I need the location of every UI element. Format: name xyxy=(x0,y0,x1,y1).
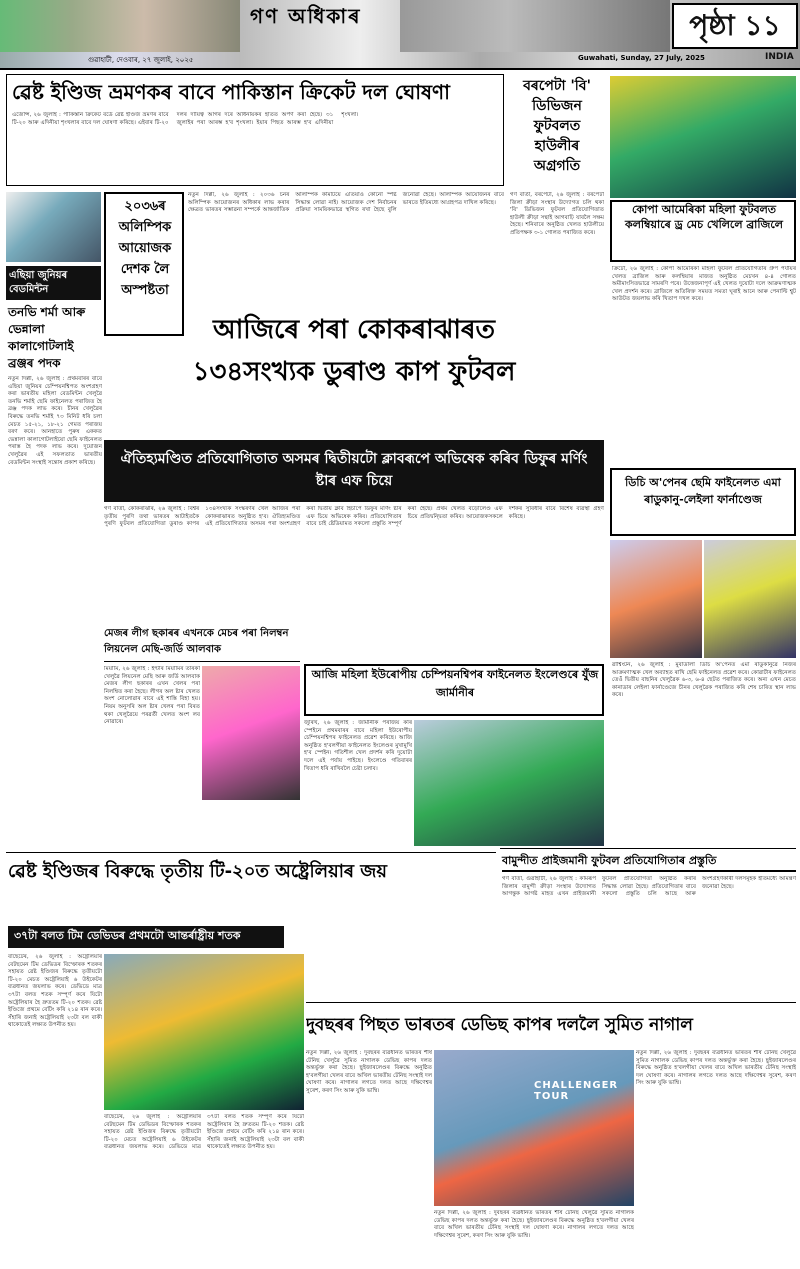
fernandez-photo xyxy=(704,540,796,658)
fernandez-headline: ডিচি অ'পেনৰ ছেমি ফাইনেলত এমা ৰাডুকানু-লেইলা ফাৰ্নাণ্ডেজ xyxy=(610,468,796,536)
masthead-rule xyxy=(0,68,800,70)
kokrajhar-line1: আজিৰে পৰা কোকৰাঝাৰত xyxy=(212,315,496,345)
australia-body-cont xyxy=(104,1114,304,1266)
germany-headline: আজি মহিলা ইউৰোপীয় চেম্পিয়নশ্বিপৰ ফাইনেলত ইংলেণ্ডৰে যুঁজ জাৰ্মানীৰ xyxy=(311,668,599,699)
brazil-photo xyxy=(610,76,796,198)
edition-tag: INDIA xyxy=(765,52,794,62)
nagal-photo xyxy=(434,1050,634,1206)
australia-headline: ৱেষ্ট ইণ্ডিজৰ বিৰুদ্ধে তৃতীয় টি-২০ত অষ্ট্ৰেলিয়াৰ জয় xyxy=(8,861,388,882)
masthead-photo-left xyxy=(0,0,240,52)
bamunsi-body: গণ বাৰ্তা, গুৱাহাটী, ২৬ জুলাই : কামৰূপ জিলাৰ বামুন্দী ক্ৰীড়া সংস্থাৰ উদ্যোগত আগন্তুক আগষ্ট মাহত এখন প্ৰাইজমানী ফুটবল প্ৰতিযোগিতা অনুষ্ঠিত কৰাৰ সিদ্ধান্ত লোৱা হৈছে। প্ৰতিযোগিতাৰ বাবে সকলো প্ৰস্তুতি চলি আছে আৰু অংশগ্ৰহণকাৰী দলসমূহক ইতিমধ্যে আমন্ত্ৰণ জনোৱা হৈছে। xyxy=(502,876,796,898)
sumit-headline: দুবছৰৰ পিছত ভাৰতৰ ডেভিছ কাপৰ দললৈ সুমিত নাগাল xyxy=(306,1015,693,1035)
assam-body: গণ বাৰ্তা, কোকৰাঝাৰ, ২৬ জুলাই : বিশ্বৰ তৃতীয় পুৰণি তথা ভাৰতৰ আটাইতকৈ পুৰণি ফুটবল প্ৰতিযোগিতা ডুৰাণ্ড কাপৰ ১৩৪সংখ্যক সংস্কৰণৰ খেল আজিৰ পৰা কোকৰাঝাৰত অনুষ্ঠিত হ'ব। ঐতিহ্যমণ্ডিত এই প্ৰতিযোগিতাত অসমৰ পৰা অংশগ্ৰহণ কৰা দ্বিতীয় ক্লাব হিচাপে ডিফুৰ মৰ্ণিং ষ্টাৰ এফ চিয়ে অভিষেক কৰিব। প্ৰতিযোগিতাৰ বাবে চাই ষ্টেডিয়ামত সকলো প্ৰস্তুতি সম্পূৰ্ণ কৰা হৈছে। প্ৰথম খেলত বড়োলেণ্ড এফ চিয়ে প্ৰতিদ্বন্দ্বিতা কৰিব। আয়োজকসকলে দৰ্শকৰ সুবিধাৰ বাবে বিশেষ ব্যৱস্থা গ্ৰহণ কৰিছে। xyxy=(104,506,604,528)
australia-subhead: ৩৭টা বলত টিম ডেভিডৰ প্ৰথমটো আন্তৰ্ৰাষ্ট্ৰীয় শতক xyxy=(8,926,284,948)
badminton-photo xyxy=(6,192,101,262)
olympic-headline: ২০৩৬ৰ অলিম্পিক আয়োজক দেশক লৈ অস্পষ্টতা xyxy=(118,199,172,298)
tanvi-body: নতুন দিল্লী, ২৬ জুলাই : প্ৰথমবাৰৰ বাবে এছিয়া জুনিয়ৰ চেম্পিয়নশ্বিপত অংশগ্ৰহণ কৰা ভাৰতীয় মহিলা বেডমিন্টন খেলুৱৈ তনভি শৰ্মাই ছেমি ফাইনেলত পৰাজিত হৈ ব্ৰঞ্জ পদক লাভ কৰে। চীনৰ খেলুৱৈৰ বিৰুদ্ধে তনভি শৰ্মাই ৭৩ মিনিট ধৰি চলা মেচত ১৫-২১, ১৮-২১ গেমত পৰাজয় বৰণ কৰে। আনহাতে পুৰুষ এককত ভেন্নালা কালাগোটলাইয়ো ছেমি ফাইনেলত পৰাস্ত হৈ পদক লাভ কৰে। দুয়োজন খেলুৱৈৰ এই সফলতাত ভাৰতীয় বেডমিন্টন সংস্থাই সন্তোষ প্ৰকাশ কৰিছে। xyxy=(8,376,102,466)
copa-body: ক্ৰিটো, ২৬ জুলাই : কোপা আমেৰিকা মহিলা ফুটবল প্ৰতিযোগিতাৰ গ্ৰুপ পৰ্যায়ৰ খেলত ব্ৰাজিল আৰু কলম্বিয়াৰ মাজত অনুষ্ঠিত মেচখন ৪-৪ গোলত অমীমাংসিতভাৱে সামৰণি পৰে। উত্তেজনাপূৰ্ণ এই খেলত দুয়োটা দলে আক্ৰমণাত্মক খেল প্ৰদৰ্শন কৰে। ব্ৰাজিলে অতিৰিক্ত সময়ত সমতা ঘূৰাই আনে আৰু পেনাল্টি শ্বুট আউটত জয়লাভ কৰি খিতাপ দখল কৰে। xyxy=(612,266,796,303)
england-photo xyxy=(414,720,604,846)
badminton-headline: তনভি শৰ্মা আৰু ভেন্নালা কালাগোটলাই ব্ৰঞ্জৰ পদক xyxy=(8,305,86,370)
messi-headline: মেজৰ লীগ ছকাৰৰ এখনকে মেচৰ পৰা নিলম্বন লিয়নেল মেছি-জৰ্ডি আলবাক xyxy=(104,626,300,662)
australia-body: বাছেটেৰ, ২৬ জুলাই : অষ্ট্ৰেলিয়াৰ বেটছমেন টিম ডেভিডৰ বিস্ফোৰক শতকৰ সহায়ত ৱেষ্ট ইণ্ডিজৰ বিৰুদ্ধে তৃতীয়টো টি-২০ মেচত অষ্ট্ৰেলিয়াই ৬ উইকেটৰ ব্যৱধানত জয়লাভ কৰে। ডেভিডে মাত্ৰ ৩৭টা বলত শতক সম্পূৰ্ণ কৰে যিটো অষ্ট্ৰেলিয়াৰ হৈ দ্ৰুততম টি-২০ শতক। ৱেষ্ট ইণ্ডিজে প্ৰথমে বেটিং কৰি ২১৪ ৰান কৰে। সঁহাৰি জনাই অষ্ট্ৰেলিয়াই ২৩টা বল বাকী থাকোতেই লক্ষ্যত উপনীত হয়। xyxy=(8,954,102,1029)
australia-body-repeat: বাছেটেৰ, ২৬ জুলাই : অষ্ট্ৰেলিয়াৰ বেটছমেন টিম ডেভিডৰ বিস্ফোৰক শতকৰ সহায়ত ৱেষ্ট ইণ্ডিজৰ বিৰুদ্ধে তৃতীয়টো টি-২০ মেচত অষ্ট্ৰেলিয়াই ৬ উইকেটৰ ব্যৱধানত জয়লাভ কৰে। ডেভিডে মাত্ৰ ৩৭টা বলত শতক সম্পূৰ্ণ কৰে যিটো অষ্ট্ৰেলিয়াৰ হৈ দ্ৰুততম টি-২০ শতক। ৱেষ্ট ইণ্ডিজে প্ৰথমে বেটিং কৰি ২১৪ ৰান কৰে। সঁহাৰি জনাই অষ্ট্ৰেলিয়াই ২৩টা বল বাকী থাকোতেই লক্ষ্যত উপনীত হয়। xyxy=(104,1114,304,1151)
kokrajhar-line2: ১৩৪সংখ্যক ডুৰাণ্ড কাপ ফুটবল xyxy=(192,357,516,387)
raducanu-photo xyxy=(610,540,702,658)
sumit-rule xyxy=(306,1002,796,1003)
messi-body: মিয়ামি, ২৬ জুলাই : ইণ্টাৰ মিয়ামিৰ তাৰকা খেলুৱৈ লিয়নেল মেছি আৰু জৰ্ডি আলবাক মেজৰ লীগ ছকাৰৰ এখন খেলৰ পৰা নিলম্বিত কৰা হৈছে। লীগৰ অল ষ্টাৰ খেলত অংশ নোলোৱাৰ বাবে এই শাস্তি বিহা হয়। নিয়ম অনুসৰি অল ষ্টাৰ খেলৰ পৰা বিৰত থকা খেলুৱৈয়ে পৰৱৰ্তী খেলত অংশ লব নোৱাৰে। xyxy=(104,666,200,726)
sumit-body-repeat2: নতুন দিল্লী, ২৬ জুলাই : দুবছৰৰ ব্যৱধানত ভাৰতৰ শীৰ্ষ টেনিছ খেলুৱৈ সুমিত নাগালক ডেভিছ কাপৰ দলত অন্তৰ্ভুক্ত কৰা হৈছে। ছুইজাৰলেণ্ডৰ বিৰুদ্ধে অনুষ্ঠিত হ'বলগীয়া খেলৰ বাবে অখিল ভাৰতীয় টেনিছ সংস্থাই দল ঘোষণা কৰে। নাগালৰ লগতে দলত আছে দক্ষিণেশ্বৰ সুৰেশ, কৰণ সিং আৰু যুকি ভাম্বি। xyxy=(434,1210,634,1239)
badminton-tag: এছিয়া জুনিয়ৰ বেডমিন্টন xyxy=(6,266,101,300)
pak-headline: ৱেষ্ট ইণ্ডিজ ভ্ৰমণকৰ বাবে পাকিস্তান ক্ৰিকেট দল ঘোষণা xyxy=(12,80,450,104)
sumit-body-under xyxy=(434,1210,634,1266)
sumit-body-cont xyxy=(636,1050,796,1266)
australia-rule xyxy=(6,852,496,853)
masthead-title: গণ অধিকাৰ xyxy=(250,4,362,28)
bamunsi-headline: বামুন্দীত প্ৰাইজমানী ফুটবল প্ৰতিযোগিতাৰ প্ৰস্তুতি xyxy=(502,852,796,872)
germany-body: জুৰিখ, ২৬ জুলাই : জাৰ্মানীক পৰাজয় কৰি স্পেইনে প্ৰথমবাৰৰ বাবে মহিলা ইউৰোপীয় চেম্পিয়নশ্বিপৰ ফাইনেলত প্ৰৱেশ কৰিছে। আজি অনুষ্ঠিত হ'বলগীয়া ফাইনেলত ইংলেণ্ডৰ মুখামুখি হ'ব স্পেইন। গতিশীল খেল প্ৰদৰ্শন কৰি দুয়োটা দলে এই পৰ্যায় পাইছে। ইংলেণ্ডে গতিবাৰৰ খিতাপ ধৰি ৰাখিবলৈ চেষ্টা চলাব। xyxy=(304,720,412,772)
sumit-body-repeat: নতুন দিল্লী, ২৬ জুলাই : দুবছৰৰ ব্যৱধানত ভাৰতৰ শীৰ্ষ টেনিছ খেলুৱৈ সুমিত নাগালক ডেভিছ কাপৰ দলত অন্তৰ্ভুক্ত কৰা হৈছে। ছুইজাৰলেণ্ডৰ বিৰুদ্ধে অনুষ্ঠিত হ'বলগীয়া খেলৰ বাবে অখিল ভাৰতীয় টেনিছ সংস্থাই দল ঘোষণা কৰে। নাগালৰ লগতে দলত আছে দক্ষিণেশ্বৰ সুৰেশ, কৰণ সিং আৰু যুকি ভাম্বি। xyxy=(636,1050,796,1087)
messi-photo xyxy=(202,666,300,800)
masthead-photo-right xyxy=(400,0,670,52)
division-body: গণ বাৰ্তা, বৰপেটা, ২৬ জুলাই : বৰপেটা জিলা ক্ৰীড়া সংস্থাৰ উদ্যোগত চলি থকা 'বি' ডিভিজন ফুটবল প্ৰতিযোগিতাত হাউলী ক্ৰীড়া সন্থাই আগবাঢ়ি যাবলৈ সক্ষম হৈছে। শনিবাৰে অনুষ্ঠিত খেলত হাউলীয়ে প্ৰতিপক্ষক ৩-১ গোলত পৰাজিত কৰে। xyxy=(510,192,604,236)
pak-body: এজেন্সি, ২৬ জুলাই : পাকিস্তান ক্ৰিকেট বৰ্ডে ৱেষ্ট ইণ্ডিজ ভ্ৰমণৰ বাবে টি-২০ আৰু এদিনীয়া শৃংখলাৰ বাবে দল ঘোষণা কৰিছে। এইবাৰ টি-২০ দলৰ দায়িত্ব আগৰ দৰে অধিনায়কৰ হাতত অৰ্পণ কৰা হৈছে। ৩১ জুলাইৰ পৰা আৰম্ভ হ'ব শৃংখলা। ইয়াৰ পিছত আৰম্ভ হ'ব এদিনীয়া শৃংখলা। xyxy=(12,112,359,126)
page-number: পৃষ্ঠা ১১ xyxy=(672,3,798,49)
sumit-body: নতুন দিল্লী, ২৬ জুলাই : দুবছৰৰ ব্যৱধানত ভাৰতৰ শীৰ্ষ টেনিছ খেলুৱৈ সুমিত নাগালক ডেভিছ কাপৰ দলত অন্তৰ্ভুক্ত কৰা হৈছে। ছুইজাৰলেণ্ডৰ বিৰুদ্ধে অনুষ্ঠিত হ'বলগীয়া খেলৰ বাবে অখিল ভাৰতীয় টেনিছ সংস্থাই দল ঘোষণা কৰে। নাগালৰ লগতে দলত আছে দক্ষিণেশ্বৰ সুৰেশ, কৰণ সিং আৰু যুকি ভাম্বি। xyxy=(306,1050,432,1094)
dateline-english: Guwahati, Sunday, 27 July, 2025 xyxy=(578,54,705,62)
bamunsi-rule xyxy=(500,848,796,849)
assam-headline: ঐতিহ্যমণ্ডিত প্ৰতিযোগিতাত অসমৰ দ্বিতীয়টো ক্লাবৰূপে অভিষেক কৰিব ডিফুৰ মৰ্ণিং ষ্টাৰ এফ চিয়ে xyxy=(104,440,604,502)
copa-headline: কোপা আমেৰিকা মহিলা ফুটবলত কলম্বিয়াৰে ড্ৰ মেচ খেলিলে ব্ৰাজিলে xyxy=(625,203,783,231)
fernandez-body: ৱাশ্বিংটন, ২৬ জুলাই : মুবাডালা ডিচি অ'পেনত এমা ৰাডুকানুৱে নিজৰ আক্ৰমণাত্মক খেল অব্যাহত ৰাখি ছেমি ফাইনেলত প্ৰৱেশ কৰে। কোৱাৰ্টাৰ ফাইনেলত তেওঁ দ্বিতীয় বাছনিৰ খেলুৱৈক ৬-৩, ৬-৪ ছেটত পৰাজিত কৰে। অন্য এখন মেচত কানাডাৰ লেইলা ফাৰ্নাণ্ডেজে চীনৰ খেলুৱৈক পৰাজিত কৰি শেষ চাৰিত স্থান লাভ কৰে। xyxy=(612,662,796,699)
dateline-assamese: গুৱাহাটী, দেওবাৰ, ২৭ জুলাই, ২০২৫ xyxy=(88,56,194,64)
challenger-banner: CHALLENGER TOUR xyxy=(534,1080,619,1102)
olympic-body: নতুন দিল্লী, ২৬ জুলাই : ২০৩৬ চনৰ অলিম্পিক আয়োজনৰ অধিকাৰ লাভ কৰাৰ ক্ষেত্ৰত ভাৰতৰ সম্ভাৱনা সম্পৰ্কে আন্তৰ্জাতিক অলিম্পিক কমিটিয়ে এতিয়াও কোনো স্পষ্ট সিদ্ধান্ত লোৱা নাই। আয়োজক দেশ নিৰ্বাচনৰ প্ৰক্ৰিয়া সাময়িকভাৱে স্থগিত ৰখা হৈছে বুলি জনোৱা হৈছে। অলিম্পিক আয়োজনৰ বাবে ভাৰতে ইতিমধ্যে আগ্ৰহপত্ৰ দাখিল কৰিছে। xyxy=(188,192,504,214)
division-headline: বৰপেটা 'বি' ডিভিজন ফুটবলত হাউলীৰ অগ্ৰগতি xyxy=(523,78,591,174)
australia-photo xyxy=(104,954,304,1110)
